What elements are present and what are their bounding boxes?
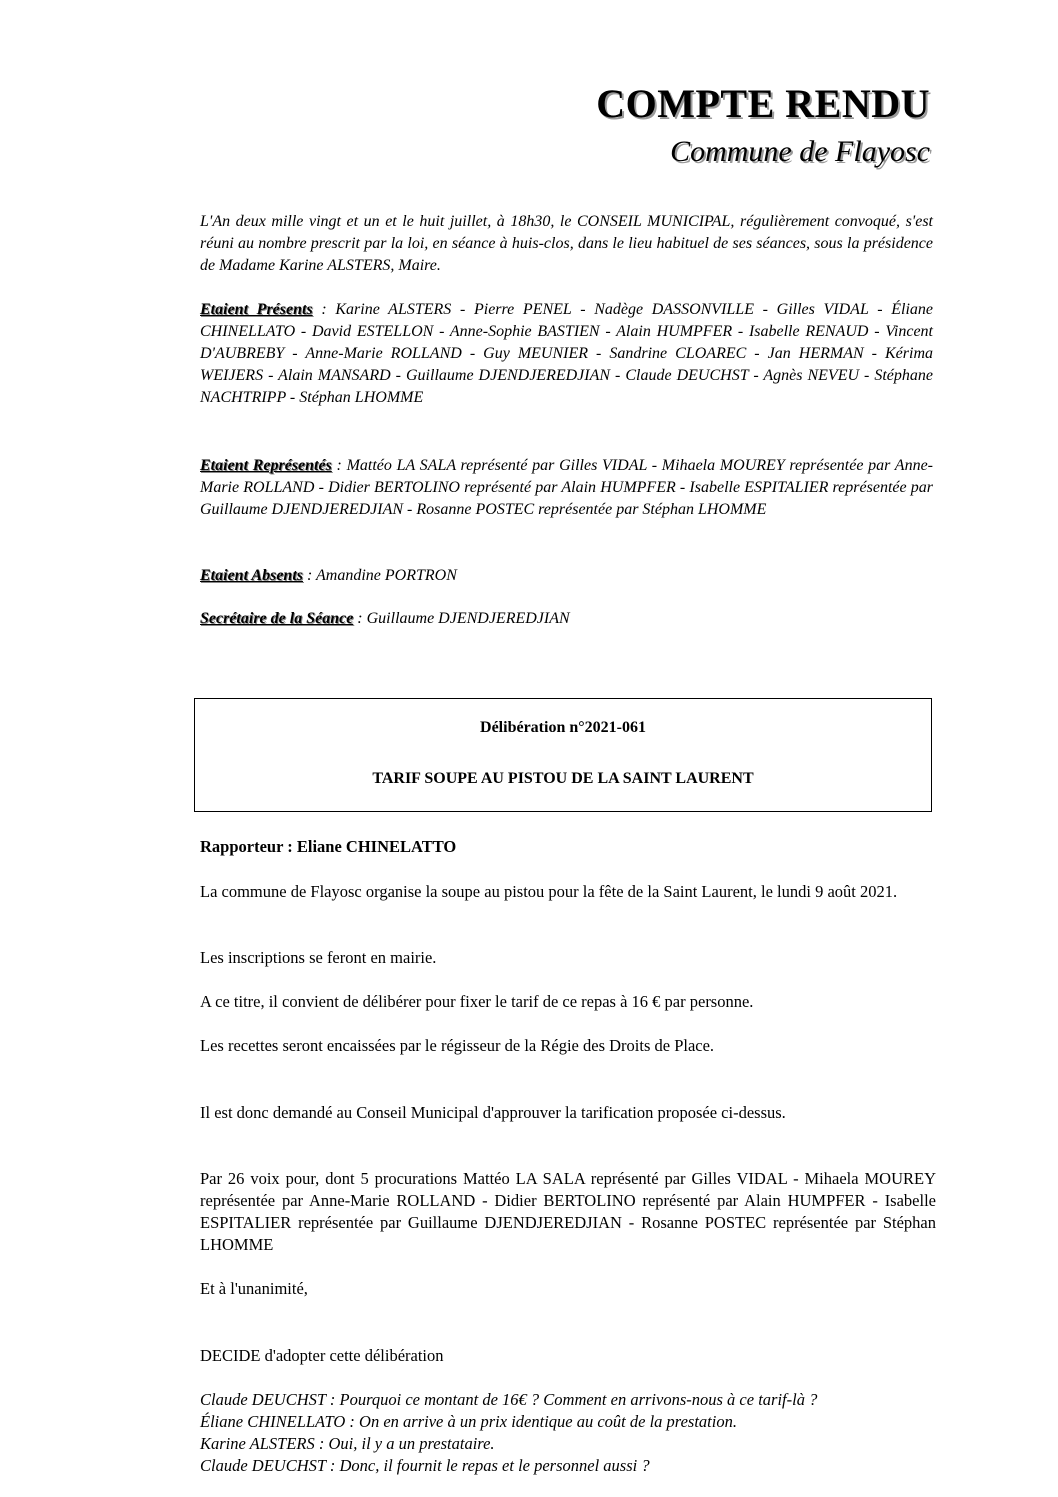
document-title: COMPTE RENDU (596, 81, 930, 126)
secretary-label: Secrétaire de la Séance (200, 610, 354, 627)
body-paragraph-event: La commune de Flayosc organise la soupe au pistou pour la fête de la Saint Laurent, le lundi 9 août 2021. (200, 882, 898, 901)
secretary-paragraph (200, 608, 933, 630)
deliberation-number: Délibération n°2021-061 (480, 719, 646, 736)
body-paragraph-recettes: Les recettes seront encaissées par le régisseur de la Régie des Droits de Place. (200, 1036, 715, 1055)
document-header (596, 80, 930, 170)
represented-paragraph (200, 455, 933, 521)
deliberation-box (194, 698, 932, 812)
discussion-line: Claude DEUCHST : Donc, il fournit le repas et le personnel aussi ? (200, 1456, 650, 1475)
discussion-line: Claude DEUCHST : Pourquoi ce montant de 16€ ? Comment en arrivons-nous à ce tarif-là ? (200, 1390, 818, 1409)
document-subtitle: Commune de Flayosc (670, 135, 930, 168)
decision-line: DECIDE d'adopter cette délibération (200, 1346, 444, 1365)
secretary-name: : Guillaume DJENDJEREDJIAN (353, 610, 570, 627)
presents-label: Etaient Présents (200, 301, 313, 318)
deliberation-title: TARIF SOUPE AU PISTOU DE LA SAINT LAURENT (372, 770, 754, 787)
presents-paragraph (200, 299, 933, 409)
absents-label: Etaient Absents (200, 567, 303, 584)
discussion-line: Karine ALSTERS : Oui, il y a un prestataire. (200, 1434, 495, 1453)
discussion-line: Éliane CHINELLATO : On en arrive à un prix identique au coût de la prestation. (200, 1412, 737, 1431)
body-paragraph-demande: Il est donc demandé au Conseil Municipal d'approuver la tarification proposée ci-dessus. (200, 1103, 786, 1122)
represented-list: : Mattéo LA SALA représenté par Gilles VIDAL - Mihaela MOUREY représentée par Anne-Marie ROLLAND - Didier BERTOLINO représenté par Alain HUMPFER - Isabelle ESPITALIER représentée par Guillaume DJENDJEREDJIAN - Rosanne POSTEC représentée par Stéphan LHOMME (200, 457, 934, 518)
presents-list: : Karine ALSTERS - Pierre PENEL - Nadège DASSONVILLE - Gilles VIDAL - Éliane CHINELLATO - David ESTELLON - Anne-Sophie BASTIEN - Alain HUMPFER - Isabelle RENAUD - Vincent D'AUBREBY - Anne-Marie ROLLAND - Guy MEUNIER - Sandrine CLOAREC - Jan HERMAN - Kérima WEIJERS - Alain MANSARD - Guillaume DJENDJEREDJIAN - Claude DEUCHST - Agnès NEVEU - Stéphane NACHTRIPP - Stéphan LHOMME (200, 301, 934, 406)
absents-list: : Amandine PORTRON (302, 567, 457, 584)
preamble-paragraph: L'An deux mille vingt et un et le huit juillet, à 18h30, le CONSEIL MUNICIPAL, régulièrement convoqué, s'est réuni au nombre prescrit par la loi, en séance à huis-clos, dans le lieu habituel de ses séances, sous la présidence de Madame Karine ALSTERS, Maire. (200, 213, 933, 274)
vote-paragraph: Par 26 voix pour, dont 5 procurations Mattéo LA SALA représenté par Gilles VIDAL - Mihaela MOUREY représentée par Anne-Marie ROLLAND - Didier BERTOLINO représenté par Alain HUMPFER - Isabelle ESPITALIER représentée par Guillaume DJENDJEREDJIAN - Rosanne POSTEC représentée par Stéphan LHOMME (200, 1169, 936, 1254)
body-paragraph-tarif: A ce titre, il convient de délibérer pour fixer le tarif de ce repas à 16 € par personne. (200, 992, 754, 1011)
unanimity-line: Et à l'unanimité, (200, 1279, 308, 1298)
absents-paragraph (200, 565, 933, 587)
discussion-block (200, 1389, 936, 1477)
represented-label: Etaient Représentés (200, 457, 332, 474)
rapporteur-line: Rapporteur : Eliane CHINELATTO (200, 837, 457, 856)
body-paragraph-inscriptions: Les inscriptions se feront en mairie. (200, 948, 437, 967)
